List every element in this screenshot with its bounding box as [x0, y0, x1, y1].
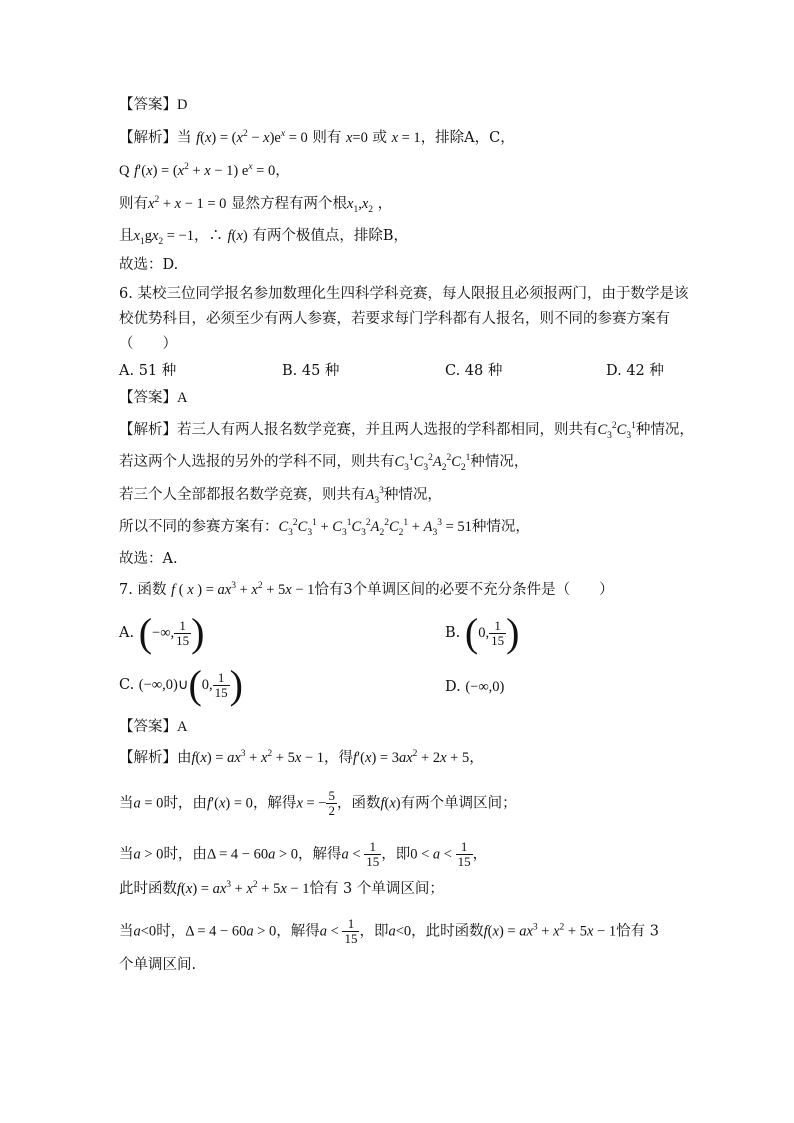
q6-analysis-line-1: 【解析】若三人有两人报名数学竞赛，并且两人选报的学科都相同，则共有$C_3^2C_3^1$种情况，	[119, 421, 694, 441]
text: 若三个人全部都报名数学竞赛，则共有	[119, 487, 366, 503]
text: 当	[177, 130, 192, 146]
text: ，排除A，C，	[420, 130, 515, 146]
answer-value: A	[177, 719, 188, 735]
text: 当	[119, 795, 134, 812]
text: 时，	[156, 923, 186, 940]
q6-option-d: D. 42 种	[606, 363, 664, 379]
text: 7. 函数	[119, 582, 167, 598]
text: ，此时函数	[411, 923, 484, 940]
option-label: C.	[119, 677, 135, 693]
text: 种情况，	[635, 422, 694, 438]
answer-tag: 【答案】	[119, 390, 177, 406]
q5-answer-line	[119, 95, 187, 115]
text: 时，由	[163, 846, 207, 863]
text: ，	[472, 846, 488, 863]
q5-analysis-line-3: 则有$x^2 + x - 1 = 0$ 显然方程有两个根$x_1,x_2$ ，	[119, 195, 393, 215]
q5-conclusion: 故选：D.	[119, 257, 179, 273]
option-label: A.	[119, 625, 135, 641]
q6-conclusion: 故选：A.	[119, 551, 178, 567]
q7-analysis-line-2: 当a = 0时，由f′(x) = 0，解得x = − $\frac{5}{2}$ ，函数f(x)有两个单调区间；	[119, 788, 517, 818]
text: 若这两个人选报的另外的学科不同，则共有	[119, 454, 395, 470]
q7-option-a: A. (−∞, $\frac{1}{15}$ )	[119, 610, 205, 655]
text: 恰有3个单调区间的必要不充分条件是（ ）	[314, 582, 614, 598]
q6-stem-line-1: 6. 某校三位同学报名参加数理化生四科学科竞赛，每人限报且必须报两门，由于数学是该	[119, 286, 689, 302]
q5-analysis-line-2: Q $f'(x) = (x^2 + x - 1) e^x = 0$，	[119, 162, 290, 179]
answer-value: A	[177, 390, 188, 406]
q6-analysis-line-2: 若这两个人选报的另外的学科不同，则共有$C_3^1C_3^2A_2^2C_2^1$种情况，	[119, 453, 529, 473]
text: ，解得	[298, 846, 342, 863]
text: ，	[469, 750, 484, 766]
text: 或	[372, 130, 387, 146]
text: 有两个单调区间；	[400, 795, 517, 812]
option-label: D.	[445, 679, 461, 695]
text: 恰有 3	[616, 923, 659, 940]
text: 时，由	[163, 795, 207, 812]
q6-stem-line-2: 校优势科目，必须至少有两人参赛，若要求每门学科都有人报名，则不同的参赛方案有	[119, 311, 670, 327]
q7-analysis-line-6: 个单调区间.	[119, 957, 197, 973]
analysis-tag: 【解析】	[119, 130, 177, 146]
q6-option-c: C. 48 种	[445, 363, 503, 379]
text: 且	[119, 228, 134, 244]
text: 所以不同的参赛方案有：	[119, 519, 279, 535]
text: 则有	[119, 196, 148, 212]
text: ，∴	[193, 228, 223, 244]
text: Q	[119, 163, 130, 179]
q7-answer-line	[119, 717, 187, 737]
text: ，得	[323, 750, 353, 766]
answer-tag: 【答案】	[119, 97, 177, 113]
q5-analysis-line-1: 【解析】当 $f(x) = (x^2 - x)e^x = 0$ 则有 x=0 或 x = 1，排除A，C，	[119, 129, 515, 146]
q7-analysis-line-4: 此时函数$f(x) = ax^3 + x^2 + 5x - 1$恰有 3 个单调区间；	[119, 880, 444, 897]
text: 恰有 3 个单调区间；	[309, 881, 444, 897]
text: 当	[119, 923, 134, 940]
q6-analysis-line-3: 若三个人全部都报名数学竞赛，则共有$A_3^3$种情况，	[119, 486, 442, 506]
text: 若三人有两人报名数学竞赛，并且两人选报的学科都相同，则共有	[177, 422, 598, 438]
answer-value: D	[177, 97, 188, 113]
text: 种情况，	[471, 519, 530, 535]
q7-option-b: B. (0, $\frac{1}{15}$ )	[445, 610, 520, 655]
q6-answer-line	[119, 388, 187, 408]
text: ，函数	[336, 795, 381, 812]
q7-stem: 7. 函数 f ( x ) = $ax^3 + x^2 + 5x - 1$恰有3个单调区间的必要不充分条件是（ ）	[119, 581, 614, 598]
q6-option-b: B. 45 种	[282, 363, 340, 379]
analysis-tag: 【解析】	[119, 422, 177, 438]
text: ，解得	[276, 923, 320, 940]
text: 则有	[312, 130, 342, 146]
math-expression: f	[196, 130, 201, 146]
option-label: B.	[445, 625, 461, 641]
q7-analysis-line-5: 当a<0时，Δ = 4 − 60a > 0，解得a < $\frac{1}{15}$ ，即a<0，此时函数$f(x) = ax^3 + x^2 + 5x - 1$恰有 3	[119, 916, 659, 946]
text: ，	[377, 196, 393, 212]
q7-option-d: D. (−∞,0)	[445, 679, 505, 695]
q7-option-c: C. (−∞,0)∪(0, $\frac{1}{15}$ )	[119, 662, 243, 707]
text: ，即	[381, 846, 411, 863]
text: 有两个极值点，排除B，	[252, 228, 409, 244]
text: 种情况，	[470, 454, 529, 470]
analysis-tag: 【解析】	[119, 750, 177, 766]
answer-tag: 【答案】	[119, 719, 177, 735]
text: ，即	[359, 923, 389, 940]
q5-analysis-line-4: 且$x_1gx_2 = -1$，∴ f(x) 有两个极值点，排除B，	[119, 228, 409, 247]
text: ，解得	[252, 795, 297, 812]
text: 当	[119, 846, 134, 863]
q7-analysis-line-1: 【解析】由$f(x) = ax^3 + x^2 + 5x - 1$，得$f'(x) = 3ax^2 + 2x + 5$，	[119, 749, 484, 766]
text: 由	[177, 750, 192, 766]
text: 此时函数	[119, 881, 177, 897]
q7-analysis-line-3: 当a > 0时，由Δ = 4 − 60a > 0，解得a < $\frac{1}{15}$ ，即0 < a < $\frac{1}{15}$ ，	[119, 839, 488, 869]
text: 种情况，	[383, 487, 442, 503]
q6-option-a: A. 51 种	[119, 363, 177, 379]
q6-stem-line-3: （ ）	[119, 336, 177, 352]
q6-analysis-line-4: 所以不同的参赛方案有：$C_3^2C_3^1 + C_3^1C_3^2A_2^2C_2^1 + A_3^3 = 51$种情况，	[119, 518, 530, 538]
text: 显然方程有两个根	[231, 196, 348, 212]
